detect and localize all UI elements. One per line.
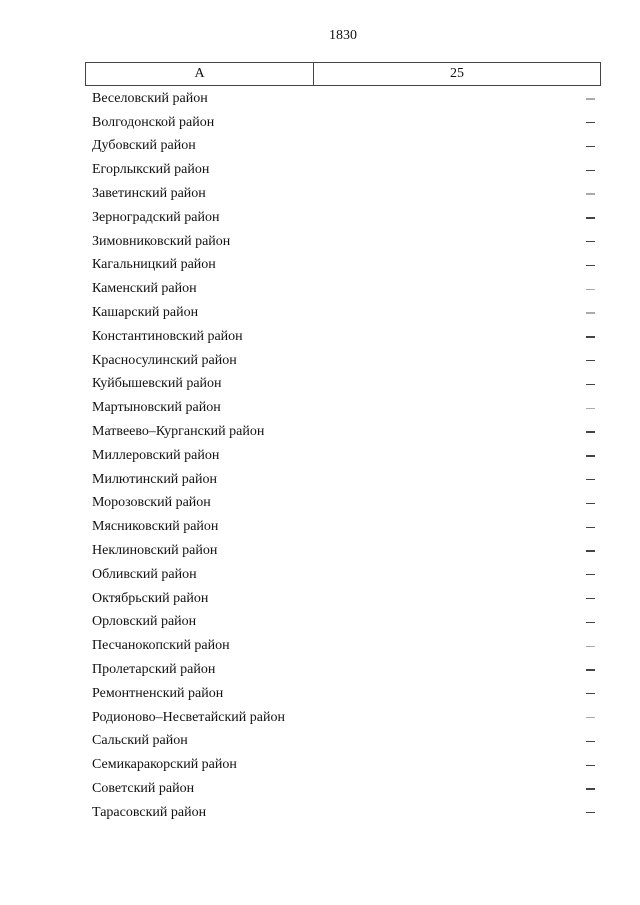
district-name: Сальский район [92,733,188,749]
table-row [85,373,601,397]
value-dash [586,170,595,171]
district-name: Семикаракорский район [92,757,237,773]
value-dash [586,217,595,218]
value-dash [586,265,595,266]
value-dash [586,122,595,123]
district-name: Волгодонской район [92,114,215,130]
value-dash [586,765,595,766]
district-name: Веселовский район [92,90,208,106]
district-name: Дубовский район [92,138,196,154]
table-row [85,325,601,349]
table-row [85,349,601,373]
table-row [85,492,601,516]
district-name: Ремонтненский район [92,685,224,701]
value-dash [586,550,595,551]
district-name: Матвеево–Курганский район [92,424,265,440]
column-header-25: 25 [314,63,601,86]
table-row [85,539,601,563]
district-name: Миллеровский район [92,447,220,463]
district-name: Егорлыкский район [92,162,210,178]
table-row [85,730,601,754]
district-name: Зимовниковский район [92,233,231,249]
table-row [85,254,601,278]
value-dash [586,527,595,528]
table-row [85,87,601,111]
table-row [85,682,601,706]
table-row [85,277,601,301]
table-row [85,658,601,682]
value-dash [586,622,595,623]
value-dash [586,812,595,813]
value-dash [586,646,595,647]
value-dash [586,312,595,313]
value-dash [586,503,595,504]
district-name: Куйбышевский район [92,376,222,392]
district-list [85,87,601,825]
district-name: Неклиновский район [92,543,218,559]
table-row [85,587,601,611]
table-row [85,301,601,325]
value-dash [586,717,595,718]
district-name: Зерноградский район [92,209,220,225]
table-row [85,801,601,825]
district-name: Мартыновский район [92,400,221,416]
table-header [85,62,601,86]
table-row [85,515,601,539]
table-row [85,396,601,420]
value-dash [586,146,595,147]
district-name: Орловский район [92,614,197,630]
value-dash [586,289,595,290]
table-row [85,753,601,777]
district-name: Тарасовский район [92,804,207,820]
table-row [85,634,601,658]
table-row [85,444,601,468]
value-dash [586,574,595,575]
district-name: Обливский район [92,566,197,582]
value-dash [586,741,595,742]
table-row [85,468,601,492]
district-name: Константиновский район [92,328,243,344]
page-number: 1830 [329,28,357,43]
district-name: Морозовский район [92,495,211,511]
value-dash [586,669,595,670]
table-row [85,135,601,159]
value-dash [586,241,595,242]
table-row [85,706,601,730]
value-dash [586,98,595,99]
value-dash [586,384,595,385]
value-dash [586,360,595,361]
district-name: Каменский район [92,281,197,297]
table-row [85,182,601,206]
value-dash [586,455,595,456]
district-name: Мясниковский район [92,519,219,535]
district-name: Родионово–Несветайский район [92,709,285,725]
table-row [85,563,601,587]
table-row [85,111,601,135]
table-row [85,206,601,230]
district-name: Октябрьский район [92,590,209,606]
value-dash [586,598,595,599]
district-name: Песчанокопский район [92,638,230,654]
district-name: Пролетарский район [92,662,216,678]
district-name: Советский район [92,781,195,796]
value-dash [586,336,595,337]
value-dash [586,193,595,194]
table-row [85,611,601,635]
table-row [85,158,601,182]
table-row [85,230,601,254]
district-name: Заветинский район [92,186,206,202]
value-dash [586,479,595,480]
district-name: Кагальницкий район [92,257,216,273]
value-dash [586,431,595,432]
district-name: Кашарский район [92,305,199,321]
district-name: Красносулинский район [92,352,237,368]
column-header-a: А [86,63,314,86]
value-dash [586,408,595,409]
value-dash [586,693,595,694]
table-row [85,420,601,444]
table-row [85,777,601,801]
district-name: Милютинский район [92,471,218,487]
value-dash [586,788,595,789]
